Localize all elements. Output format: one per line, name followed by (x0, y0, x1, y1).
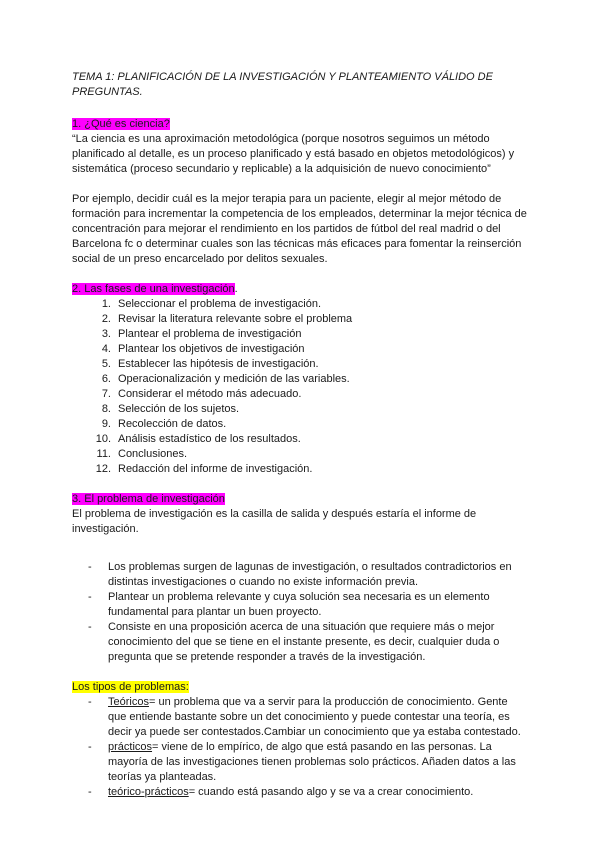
list-item-number: 7. (101, 388, 111, 400)
list-item (88, 695, 528, 740)
section-3-heading-text: 3. El problema de investigación (72, 493, 225, 505)
list-item-number: 2. (101, 313, 111, 325)
research-problem-bullets (72, 560, 528, 665)
list-item-text: Análisis estadístico de los resultados. (118, 433, 301, 445)
list-item-number: 5. (101, 358, 111, 370)
list-item-text: Redacción del informe de investigación. (118, 463, 313, 475)
list-item (90, 297, 528, 312)
list-item (88, 620, 528, 665)
section-2-heading-text: 2. Las fases de una investigación (72, 283, 235, 295)
list-item (88, 560, 528, 590)
list-item-text: Plantear un problema relevante y cuya solución sea necesaria es un elemento fundamental para plantar un buen proyecto. (108, 591, 490, 618)
list-item (90, 357, 528, 372)
list-item (90, 417, 528, 432)
section-3-heading (72, 492, 528, 507)
list-item (90, 387, 528, 402)
dash-marker: - (88, 696, 92, 708)
problem-type-description: = un problema que va a servir para la producción de conocimiento. Gente que entiende bastante sobre un det conocimiento y puede contestar una teoría, es decir ya puede ser contestados.Cambiar un conocimiento que ya estaba contestado. (108, 696, 521, 738)
science-example-paragraph: Por ejemplo, decidir cuál es la mejor terapia para un paciente, elegir al mejor método de formación para incrementar la competencia de los empleados, determinar la mejor técnica de concentración para mejorar el rendimiento en los partidos de fútbol del real madrid o del Barcelona fc o determinar cuales son las técnicas más eficaces para fomentar la reinserción social de un preso encarcelado por delitos sexuales. (72, 193, 527, 265)
list-item-text: Establecer las hipótesis de investigación. (118, 358, 319, 370)
list-item-number: 1. (101, 298, 111, 310)
list-item-number: 11. (96, 448, 111, 460)
list-item (88, 740, 528, 785)
section-1-heading-text: 1. ¿Qué es ciencia? (72, 118, 170, 130)
list-item-text: Plantear los objetivos de investigación (118, 343, 305, 355)
list-item-number: 9. (101, 418, 111, 430)
list-item-text: Considerar el método más adecuado. (118, 388, 302, 400)
section-2-heading (72, 282, 528, 297)
problem-types-heading (72, 680, 528, 695)
list-item-text: Revisar la literatura relevante sobre el problema (118, 313, 353, 325)
list-item (90, 402, 528, 417)
section-2-heading-suffix: . (234, 283, 238, 295)
list-item-number: 10. (95, 433, 111, 445)
dash-marker: - (88, 621, 92, 633)
problem-types-heading-text: Los tipos de problemas: (72, 681, 189, 693)
list-item-number: 3. (101, 328, 111, 340)
list-item-number: 8. (101, 403, 111, 415)
list-item (90, 327, 528, 342)
research-problem-intro: El problema de investigación es la casilla de salida y después estaría el informe de investigación. (72, 508, 477, 535)
list-item (88, 785, 528, 800)
list-item-text: Conclusiones. (118, 448, 188, 460)
list-item-text: Los problemas surgen de lagunas de investigación, o resultados contradictorios en distintas investigaciones o cuando no existe información previa. (108, 561, 512, 588)
list-item-text: Recolección de datos. (118, 418, 227, 430)
page-title: TEMA 1: PLANIFICACIÓN DE LA INVESTIGACIÓN Y PLANTEAMIENTO VÁLIDO DE PREGUNTAS. (72, 71, 493, 98)
list-item (90, 447, 528, 462)
list-item (90, 462, 528, 477)
dash-marker: - (88, 786, 92, 798)
problem-type-description: = cuando está pasando algo y se va a crear conocimiento. (188, 786, 474, 798)
list-item-text: Operacionalización y medición de las variables. (118, 373, 350, 385)
problem-type-description: = viene de lo empírico, de algo que está pasando en las personas. La mayoría de las investigaciones tienen problemas solo prácticos. Añaden datos a las teorías ya planteadas. (108, 741, 516, 783)
list-item (88, 590, 528, 620)
science-definition-quote: “La ciencia es una aproximación metodológica (porque nosotros seguimos un método planificado al detalle, es un proceso planificado y está basado en objetos metodológicos) y sistemática (proceso secundario y replicable) a la adquisición de nuevo conocimiento” (72, 133, 515, 175)
dash-marker: - (88, 741, 92, 753)
problem-types-list (72, 695, 528, 800)
list-item-number: 4. (101, 343, 111, 355)
dash-marker: - (88, 561, 92, 573)
list-item-text: Consiste en una proposición acerca de una situación que requiere más o mejor conocimiento del que se tiene en el instante presente, es decir, cualquier duda o pregunta que se pretende responder a través de la investigación. (108, 621, 500, 663)
list-item-number: 6. (101, 373, 111, 385)
list-item-number: 12. (95, 463, 111, 475)
list-item (90, 342, 528, 357)
list-item-text: Selección de los sujetos. (118, 403, 240, 415)
problem-type-term: Teóricos (108, 696, 149, 708)
dash-marker: - (88, 591, 92, 603)
list-item (90, 312, 528, 327)
list-item-text: Plantear el problema de investigación (118, 328, 302, 340)
list-item-text: Seleccionar el problema de investigación. (118, 298, 322, 310)
list-item (90, 432, 528, 447)
section-1-heading (72, 117, 528, 132)
problem-type-term: prácticos (108, 741, 153, 753)
problem-type-term: teórico-prácticos (108, 786, 189, 798)
list-item (90, 372, 528, 387)
research-phases-list (72, 297, 528, 477)
